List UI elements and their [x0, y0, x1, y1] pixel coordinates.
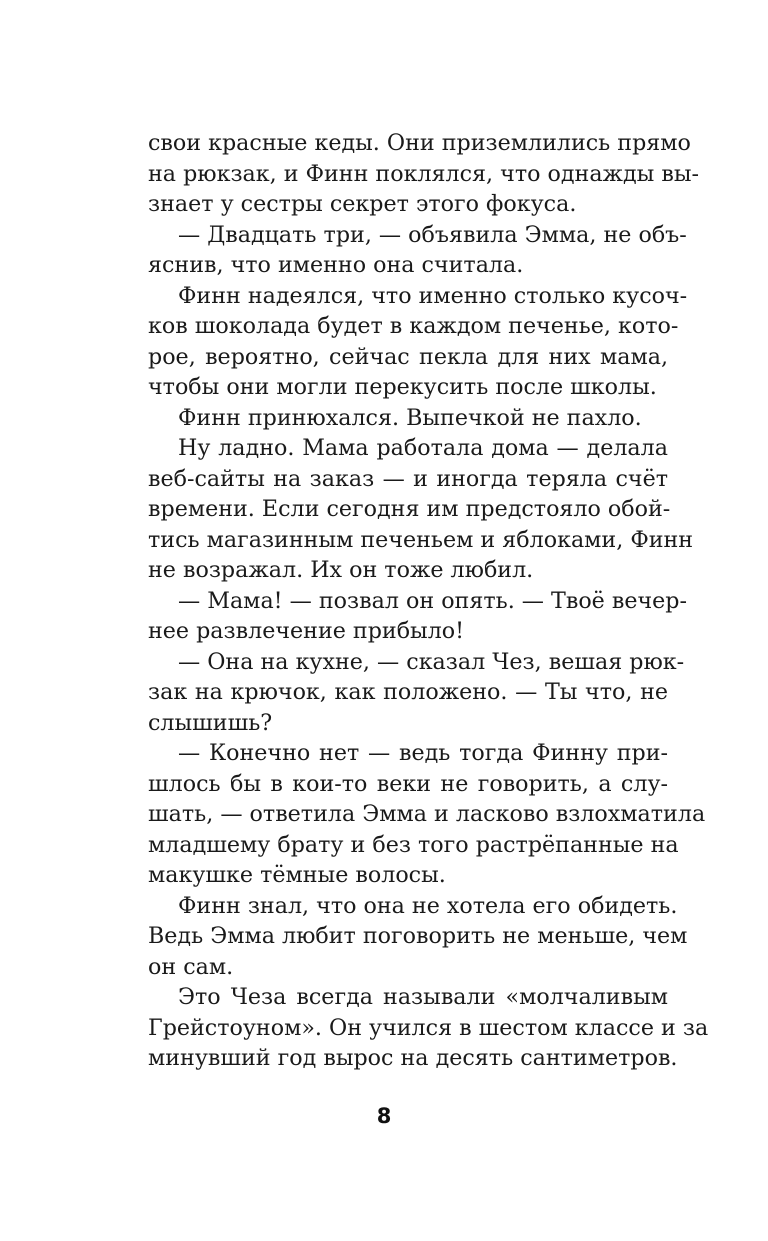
text-line: слышишь?: [148, 709, 273, 736]
text-line: Это Чеза всегда называли «молчаливым: [178, 984, 668, 1010]
text-line: шлось бы в кои-то веки не говорить, а слу-: [148, 770, 668, 797]
text-line: минувший год вырос на десять сантиметров.: [148, 1045, 678, 1071]
text-line: — Она на кухне, — сказал Чез, вешая рюк-: [178, 648, 685, 675]
text-line: Грейстоуном». Он учился в шестом классе и за: [148, 1014, 709, 1041]
page-number: 8: [376, 1104, 392, 1128]
text-line: тись магазинным печеньем и яблоками, Финн: [148, 526, 694, 553]
text-line: младшему брату и без того растрёпанные на: [148, 831, 679, 858]
text-line: шать, — ответила Эмма и ласково взлохматила: [148, 801, 706, 827]
text-line: яснив, что именно она считала.: [148, 252, 524, 278]
text-line: — Конечно нет — ведь тогда Финну при-: [178, 740, 668, 766]
text-line: нее развлечение прибыло!: [148, 618, 465, 644]
text-line: он сам.: [148, 953, 234, 980]
text-line: — Двадцать три, — объявила Эмма, не объ-: [178, 221, 687, 248]
text-line: рое, вероятно, сейчас пекла для них мама,: [148, 343, 668, 370]
text-line: Финн принюхался. Выпечкой не пахло.: [178, 404, 642, 431]
text-line: Ведь Эмма любит поговорить не меньше, чем: [148, 923, 688, 949]
text-line: ков шоколада будет в каждом печенье, кото-: [148, 313, 679, 339]
text-line: Финн знал, что она не хотела его обидеть.: [178, 892, 678, 919]
text-line: свои красные кеды. Они приземлились прямо: [148, 130, 691, 156]
text-line: не возражал. Их он тоже любил.: [148, 557, 534, 583]
text-line: зак на крючок, как положено. — Ты что, не: [148, 679, 668, 705]
text-line: на рюкзак, и Финн поклялся, что однажды вы-: [148, 160, 699, 187]
text-line: — Мама! — позвал он опять. — Твоё вечер-: [178, 587, 687, 614]
text-line: веб-сайты на заказ — и иногда теряла счёт: [148, 465, 668, 492]
text-line: макушке тёмные волосы.: [148, 862, 446, 888]
text-line: Ну ладно. Мама работала дома — делала: [178, 435, 668, 461]
text-line: времени. Если сегодня им предстояло обой-: [148, 496, 671, 522]
text-line: знает у сестры секрет этого фокуса.: [148, 191, 577, 217]
body-text: [148, 128, 709, 1074]
text-line: чтобы они могли перекусить после школы.: [148, 374, 657, 400]
text-line: Финн надеялся, что именно столько кусоч-: [178, 282, 688, 309]
